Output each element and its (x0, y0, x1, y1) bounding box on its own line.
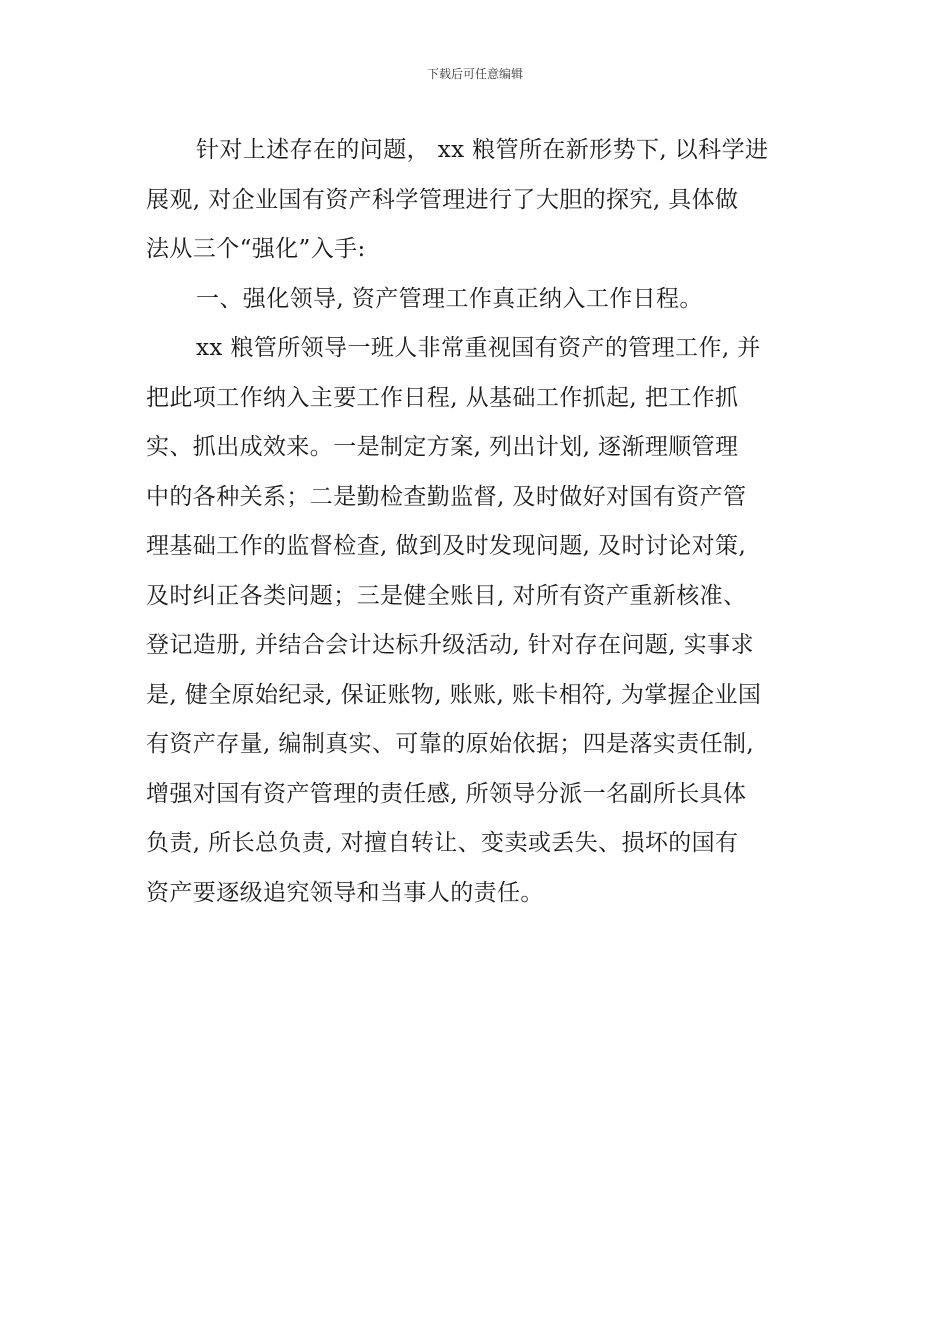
paragraph-body-line-12: 资产要逐级追究领导和当事人的责任。 (146, 879, 544, 906)
paragraph-body-line-4: 中的各种关系；二是勤检查勤监督, 及时做好对国有资产管 (146, 483, 747, 510)
paragraph-body-line-10: 增强对国有资产管理的责任感, 所领导分派一名副所长具体 (146, 780, 747, 807)
section-heading: 一、强化领导, 资产管理工作真正纳入工作日程。 (196, 285, 703, 312)
paragraph-body-line-1: xx 粮管所领导一班人非常重视国有资产的管理工作, 并 (196, 335, 761, 361)
paragraph-body-line-6: 及时纠正各类问题；三是健全账目, 对所有资产重新核准、 (146, 582, 747, 609)
page-header: 下载后可任意编辑 (426, 67, 523, 81)
paragraph-body-line-3: 实、抓出成效来。一是制定方案, 列出计划, 逐渐理顺管理 (146, 434, 739, 460)
paragraph-intro-line-2: 展观, 对企业国有资产科学管理进行了大胆的探究, 具体做 (146, 186, 739, 213)
paragraph-intro-line-3: 法从三个“强化”入手: (146, 236, 366, 262)
paragraph-intro-line-1: 针对上述存在的问题， xx 粮管所在新形势下, 以科学进 (196, 137, 769, 163)
paragraph-body-line-7: 登记造册, 并结合会计达标升级活动, 针对存在问题, 实事求 (146, 632, 754, 658)
document-body (146, 126, 810, 918)
paragraph-body-line-8: 是, 健全原始纪录, 保证账物, 账账, 账卡相符, 为掌握企业国 (146, 681, 762, 708)
paragraph-body-line-5: 理基础工作的监督检查, 做到及时发现问题, 及时讨论对策, (146, 533, 747, 559)
paragraph-body-line-11: 负责, 所长总负责, 对擅自转让、变卖或丢失、损坏的国有 (146, 830, 739, 856)
paragraph-body-line-9: 有资产存量, 编制真实、可靠的原始依据；四是落实责任制, (146, 731, 755, 757)
paragraph-body-line-2: 把此项工作纳入主要工作日程, 从基础工作抓起, 把工作抓 (146, 384, 739, 411)
